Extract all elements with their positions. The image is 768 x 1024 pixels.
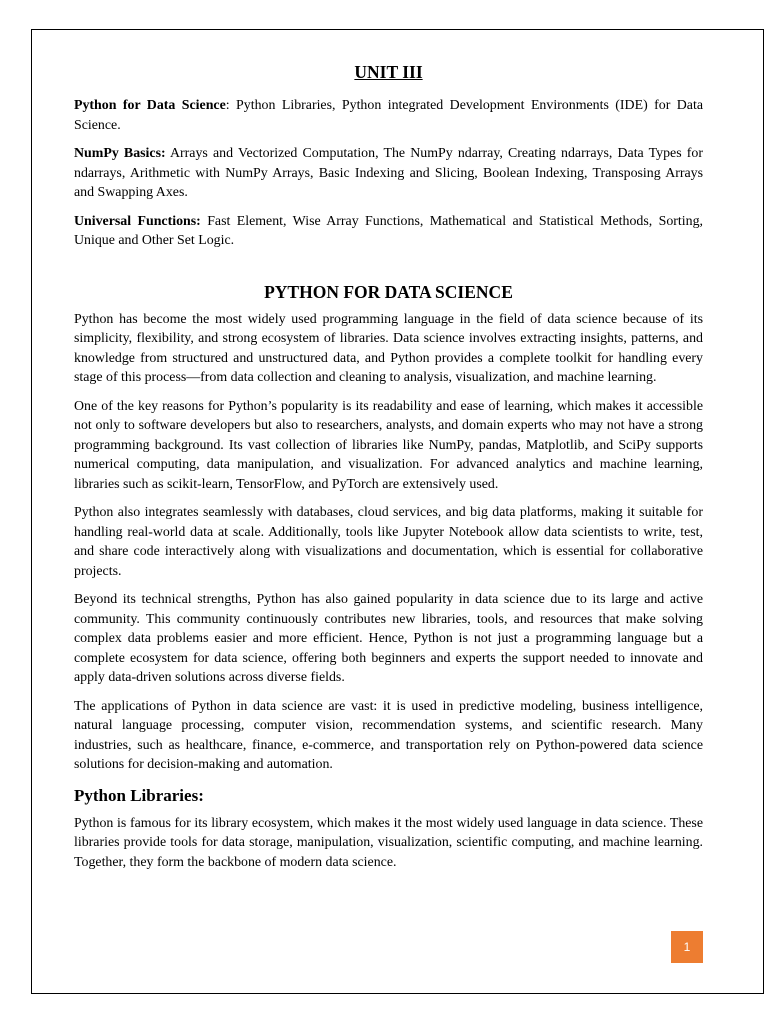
unit-topic-text: Arrays and Vectorized Computation, The NumPy ndarray, Creating ndarrays, Data Types for ndarrays, Arithmetic with NumPy Arrays, Basic Indexing and Slicing, Boolean Indexing, Transposing Arrays and Swapping Axes. bbox=[74, 146, 703, 200]
body-paragraph: Python is famous for its library ecosystem, which makes it the most widely used language in data science. These libraries provide tools for data storage, manipulation, visualization, scientific computing, and machine learning. Together, they form the backbone of modern data science. bbox=[74, 815, 703, 870]
unit-topic-python-for-data-science bbox=[74, 96, 703, 135]
body-paragraph: Beyond its technical strengths, Python has also gained popularity in data science due to its large and active community. This community continuously contributes new libraries, tools, and resources that make solving complex data problems easier and more efficient. Hence, Python is not just a programming language but a complete ecosystem for data science, offering both beginners and experts the support needed to innovate and apply data-driven solutions across diverse fields. bbox=[74, 592, 703, 685]
body-paragraph: Python has become the most widely used programming language in the field of data science because of its simplicity, flexibility, and strong ecosystem of libraries. Data science involves extracting insights, patterns, and knowledge from structured and unstructured data, and Python provides a complete toolkit for handling every stage of this process—from data collection and cleaning to analysis, visualization, and machine learning. bbox=[74, 311, 703, 385]
unit-topic-text: Fast Element, Wise Array Functions, Mathematical and Statistical Methods, Sorting, Unique and Other Set Logic. bbox=[74, 213, 703, 248]
unit-topic-label: NumPy Basics: bbox=[74, 146, 166, 161]
unit-topic-numpy-basics bbox=[74, 144, 703, 203]
unit-topic-label: Python for Data Science bbox=[74, 98, 226, 113]
section-title: PYTHON FOR DATA SCIENCE bbox=[264, 281, 513, 302]
body-paragraph: The applications of Python in data science are vast: it is used in predictive modeling, business intelligence, natural language processing, computer vision, recommendation systems, and scientific research. Many industries, such as healthcare, finance, e-commerce, and transportation rely on Python-powered data science solutions for decision-making and automation. bbox=[74, 698, 703, 772]
page-number-badge: 1 bbox=[671, 931, 703, 963]
body-paragraph: One of the key reasons for Python’s popularity is its readability and ease of learning, which makes it accessible not only to software developers but also to researchers, analysts, and domain experts who may not have a strong programming background. Its vast collection of libraries like NumPy, pandas, Matplotlib, and SciPy supports numerical computing, data manipulation, and visualization. For advanced analytics and machine learning, libraries such as scikit-learn, TensorFlow, and PyTorch are extensively used. bbox=[74, 398, 703, 492]
unit-topic-label: Universal Functions: bbox=[74, 213, 201, 229]
python-libraries-heading: Python Libraries: bbox=[74, 785, 204, 805]
body-paragraph: Python also integrates seamlessly with databases, cloud services, and big data platforms, making it suitable for handling real-world data at scale. Additionally, tools like Jupyter Notebook allow data scientists to write, test, and share code interactively along with visualizations and documentation, which is essential for collaborative projects. bbox=[74, 505, 703, 579]
unit-title: UNIT III bbox=[354, 62, 423, 82]
unit-topic-universal-functions bbox=[74, 212, 703, 251]
document-content bbox=[74, 60, 703, 881]
unit-topic-text: : Python Libraries, Python integrated Development Environments (IDE) for Data Science. bbox=[74, 98, 703, 133]
